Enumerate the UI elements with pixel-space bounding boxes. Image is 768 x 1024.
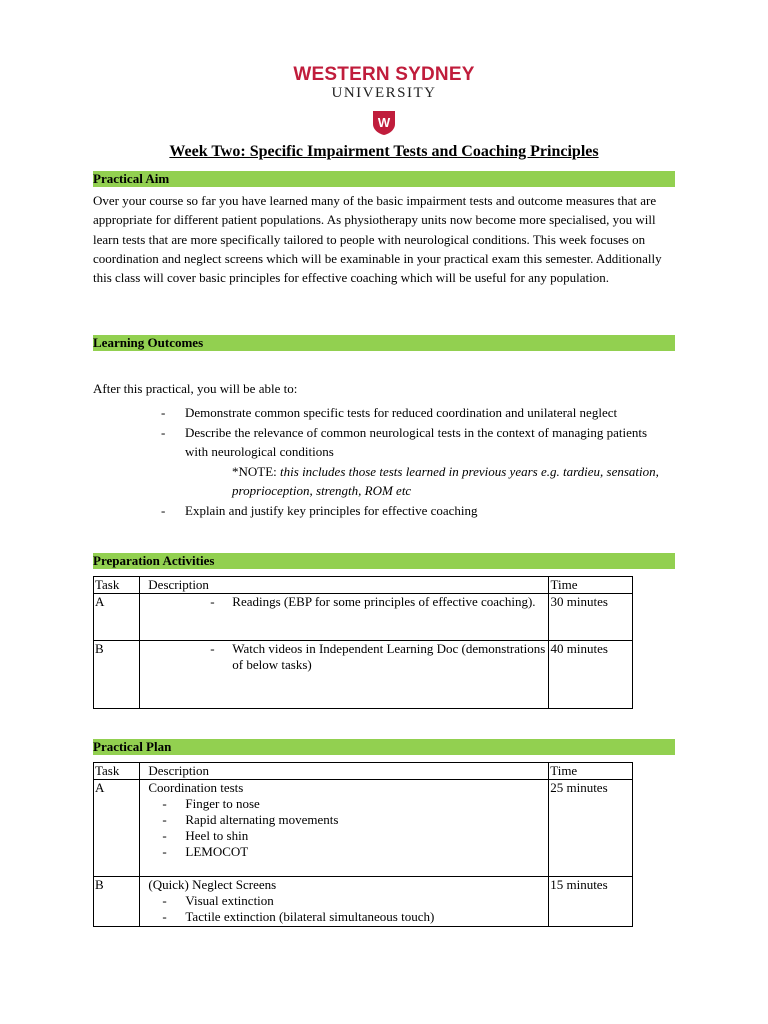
practical-aim-body: Over your course so far you have learned many of the basic impairment tests and outcome measures that are appropriate for different patient populations. As physiotherapy units now become more specialised, you will learn tests that are more specifically tailored to people with neurological conditions. This week focuses on coordination and neglect screens which will be examinable in your practical exam this semester. Additionally this class will cover basic principles for effective coaching which will be useful for any population. (93, 193, 662, 286)
description-cell: - Readings (EBP for some principles of effective coaching). (140, 594, 549, 641)
learning-outcomes-list (93, 403, 673, 520)
col-task-header: Task (94, 577, 140, 594)
note-text: *NOTE: this includes those tests learned in previous years e.g. tardieu, sensation, proprioception, strength, ROM etc (232, 463, 659, 498)
description-cell (140, 780, 549, 877)
time-cell: 25 minutes (549, 780, 633, 877)
university-logo (0, 64, 768, 101)
preparation-table (93, 576, 633, 709)
col-time-header: Time (549, 577, 633, 594)
table-header-row (94, 763, 633, 780)
table-header-row (94, 577, 633, 594)
col-task-header: Task (94, 763, 140, 780)
list-item: - Tactile extinction (bilateral simultaneous touch) (162, 909, 435, 924)
list-item: - Heel to shin (162, 828, 249, 843)
description-cell: - Watch videos in Independent Learning Doc (demonstrations of below tasks) (140, 641, 549, 709)
list-item: - LEMOCOT (162, 844, 249, 859)
task-cell: B (94, 877, 140, 927)
list-item: - Visual extinction (162, 893, 274, 908)
logo-wordmark: WESTERN SYDNEY (293, 64, 475, 85)
logo-subtitle: UNIVERSITY (331, 85, 437, 101)
task-title: Coordination tests (148, 780, 244, 795)
shield-letter: W (377, 115, 391, 130)
time-cell: 30 minutes (549, 594, 633, 641)
table-row (94, 780, 633, 877)
col-description-header: Description (140, 763, 549, 780)
list-item: - Describe the relevance of common neurological tests in the context of managing patients with neurological conditions (161, 424, 648, 459)
table-row (94, 877, 633, 927)
practical-plan-heading: Practical Plan (93, 739, 675, 755)
page-title: Week Two: Specific Impairment Tests and Coaching Principles (169, 143, 599, 160)
list-item: - Explain and justify key principles for effective coaching (161, 502, 478, 518)
task-title: (Quick) Neglect Screens (148, 877, 277, 892)
time-cell: 15 minutes (549, 877, 633, 927)
task-cell: A (94, 594, 140, 641)
practical-plan-table (93, 762, 633, 927)
list-item: - Finger to nose (162, 796, 260, 811)
learning-outcomes-heading: Learning Outcomes (93, 335, 675, 351)
table-row (94, 641, 633, 709)
preparation-heading: Preparation Activities (93, 553, 675, 569)
col-time-header: Time (549, 763, 633, 780)
col-description-header: Description (140, 577, 549, 594)
list-item: - Demonstrate common specific tests for reduced coordination and unilateral neglect (161, 405, 618, 420)
list-item: - Rapid alternating movements (162, 812, 339, 827)
practical-aim-heading: Practical Aim (93, 171, 675, 187)
task-cell: A (94, 780, 140, 877)
task-cell: B (94, 641, 140, 709)
learning-outcomes-intro: After this practical, you will be able to: (93, 381, 298, 396)
time-cell: 40 minutes (549, 641, 633, 709)
description-cell (140, 877, 549, 927)
table-row (94, 594, 633, 641)
shield-icon (372, 110, 396, 136)
